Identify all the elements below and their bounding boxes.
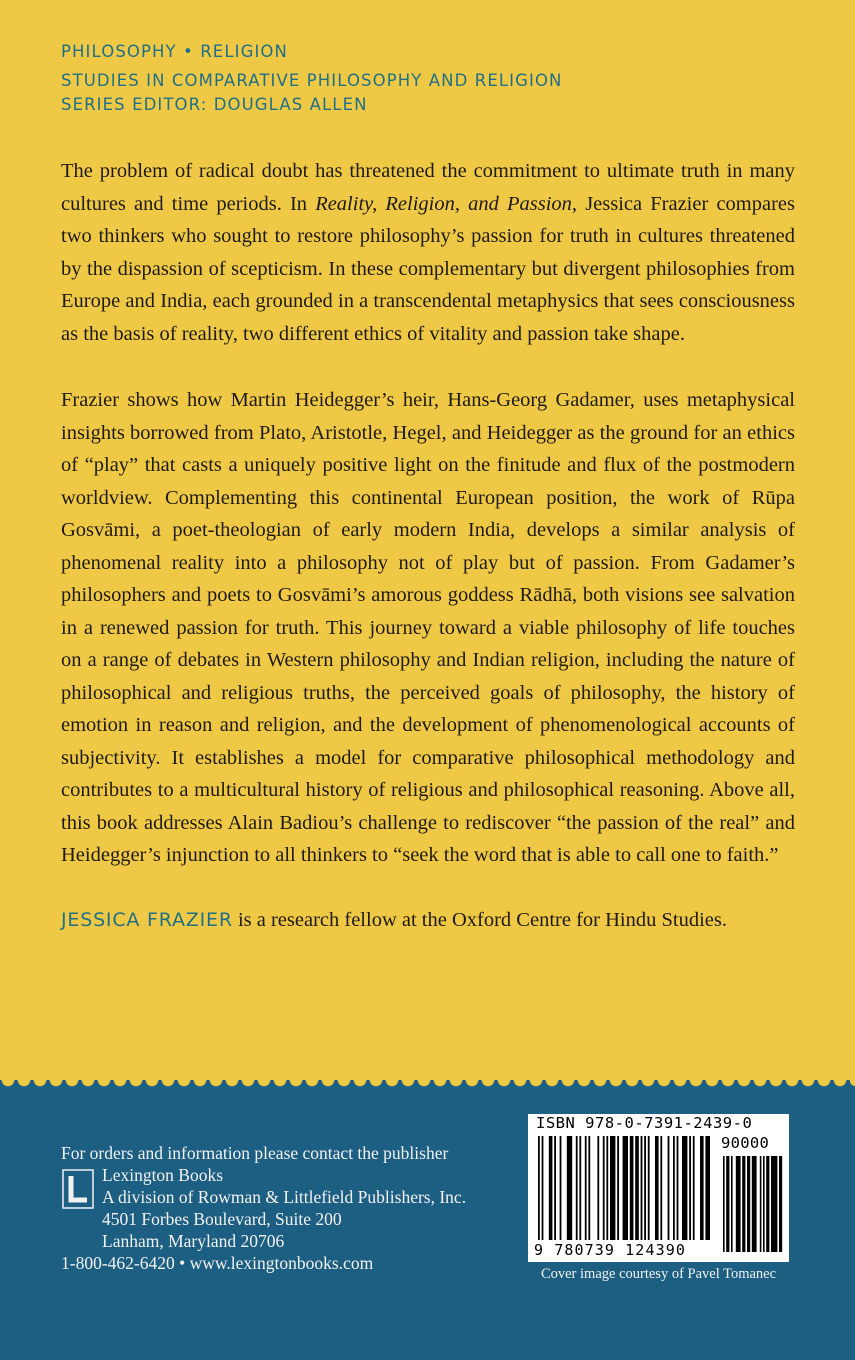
publisher-address-2: Lanham, Maryland 20706 (102, 1231, 285, 1251)
barcode-bar (736, 1156, 741, 1252)
series-editor: SERIES EDITOR: DOUGLAS ALLEN (61, 95, 368, 114)
price-code: 90000 (721, 1134, 770, 1152)
barcode-bar (655, 1136, 659, 1240)
barcode-bar (747, 1156, 750, 1252)
barcode-bar (689, 1136, 691, 1240)
description-text: , Jessica Frazier compares two thinkers who sought to restore philosophy’s passion for truth in cultures threatened by the dispassion of scepticism. In these complementary but divergent philosophies from Europe and India, each grounded in a transcendental metaphysics that sees consciousness as the basis of reality, two different ethics of vitality and passion take shape. (61, 192, 795, 345)
barcode-bar (760, 1156, 762, 1252)
barcode-bar (731, 1156, 733, 1252)
barcode-bar (766, 1156, 769, 1252)
barcode-bar (560, 1136, 562, 1240)
barcode-bar (597, 1136, 599, 1240)
series-header (61, 40, 563, 117)
publisher-info (61, 1142, 466, 1274)
barcode-bar (726, 1156, 729, 1252)
orders-intro: For orders and information please contact the publisher (61, 1143, 449, 1163)
publisher-address-1: 4501 Forbes Boulevard, Suite 200 (102, 1209, 342, 1229)
barcode-bar (700, 1136, 704, 1240)
barcode-bar (742, 1156, 745, 1252)
band-scallop (0, 1080, 855, 1096)
barcode-bar (668, 1136, 670, 1240)
barcode-bar (677, 1136, 679, 1240)
lexington-logo-icon (61, 1168, 95, 1210)
ean-bars (538, 1136, 710, 1246)
barcode-bar (588, 1136, 590, 1240)
book-description (61, 155, 795, 970)
barcode-bar (579, 1136, 581, 1240)
publisher-division: A division of Rowman & Littlefield Publishers, Inc. (102, 1187, 467, 1207)
ean-digits: 9 780739 124390 (534, 1241, 686, 1259)
barcode-bar (549, 1136, 553, 1240)
barcode-bar (635, 1136, 639, 1240)
barcode-bar (693, 1136, 695, 1240)
barcode-bar (538, 1136, 540, 1240)
barcode-bar (660, 1136, 662, 1240)
author-name: JESSICA FRAZIER (61, 908, 233, 931)
barcode-bar (763, 1156, 765, 1252)
isbn-barcode (528, 1114, 789, 1262)
barcode-bar (576, 1136, 578, 1240)
author-bio (61, 904, 795, 937)
barcode-bar (771, 1156, 777, 1252)
barcode-bar (542, 1136, 544, 1240)
barcode-bar (752, 1156, 757, 1252)
author-bio-text: is a research fellow at the Oxford Centre for Hindu Studies. (232, 908, 727, 931)
addon-bars (723, 1156, 783, 1254)
barcode-bar (648, 1136, 650, 1240)
description-text: The problem of radical doubt has threatened the commitment to ultimate truth in many cultures and time periods. In (61, 160, 795, 215)
category-label: PHILOSOPHY • RELIGION (61, 42, 288, 61)
barcode-bar (644, 1136, 646, 1240)
barcode-bar (606, 1136, 608, 1240)
barcode-bar (673, 1136, 675, 1240)
book-title: Reality, Religion, and Passion (315, 192, 572, 215)
barcode-bar (603, 1136, 605, 1240)
barcode-bar (585, 1136, 587, 1240)
barcode-bar (567, 1136, 572, 1240)
barcode-bar (623, 1136, 628, 1240)
isbn-label: ISBN 978-0-7391-2439-0 (536, 1114, 753, 1132)
barcode-bar (723, 1156, 725, 1252)
barcode-bar (682, 1136, 687, 1240)
description-paragraph-1 (61, 155, 795, 350)
publisher-contact: 1-800-462-6420 • www.lexingtonbooks.com (61, 1253, 374, 1273)
barcode-bar (554, 1136, 556, 1240)
barcode-bar (705, 1136, 710, 1240)
barcode-bar (630, 1136, 634, 1240)
cover-credit: Cover image courtesy of Pavel Tomanec (540, 1266, 777, 1282)
barcode-bar (779, 1156, 782, 1252)
description-paragraph-2: Frazier shows how Martin Heidegger’s heir, Hans-Georg Gadamer, uses metaphysical insights borrowed from Plato, Aristotle, Hegel, and Heidegger as the ground for an ethics of “play” that casts a uniquely positive light on the finitude and flux of the postmodern worldview. Complementing this continental European position, the work of Rūpa Gosvāmi, a poet-theologian of early modern India, develops a similar analysis of phenomenal reality into a philosophy not of play but of passion. From Gadamer’s philosophers and poets to Gosvāmi’s amorous goddess Rādhā, both visions see salvation in a renewed passion for truth. This journey toward a viable philosophy of life touches on a range of debates in Western philosophy and Indian religion, including the nature of philosophical and religious truths, the perceived goals of philosophy, the history of emotion in reason and religion, and the development of phenomenological accounts of subjectivity. It establishes a model for comparative philosophical methodology and contributes to a multicultural history of religious and philosophical reasoning. Above all, this book addresses Alain Badiou’s challenge to rediscover “the passion of the real” and Heidegger’s injunction to all thinkers to “seek the word that is able to call one to faith.” (61, 389, 795, 866)
publisher-name: Lexington Books (102, 1165, 224, 1185)
barcode-bar (610, 1136, 615, 1240)
barcode-bar (641, 1136, 643, 1240)
barcode-bar (617, 1136, 619, 1240)
series-title: STUDIES IN COMPARATIVE PHILOSOPHY AND RELIGION (61, 71, 563, 90)
